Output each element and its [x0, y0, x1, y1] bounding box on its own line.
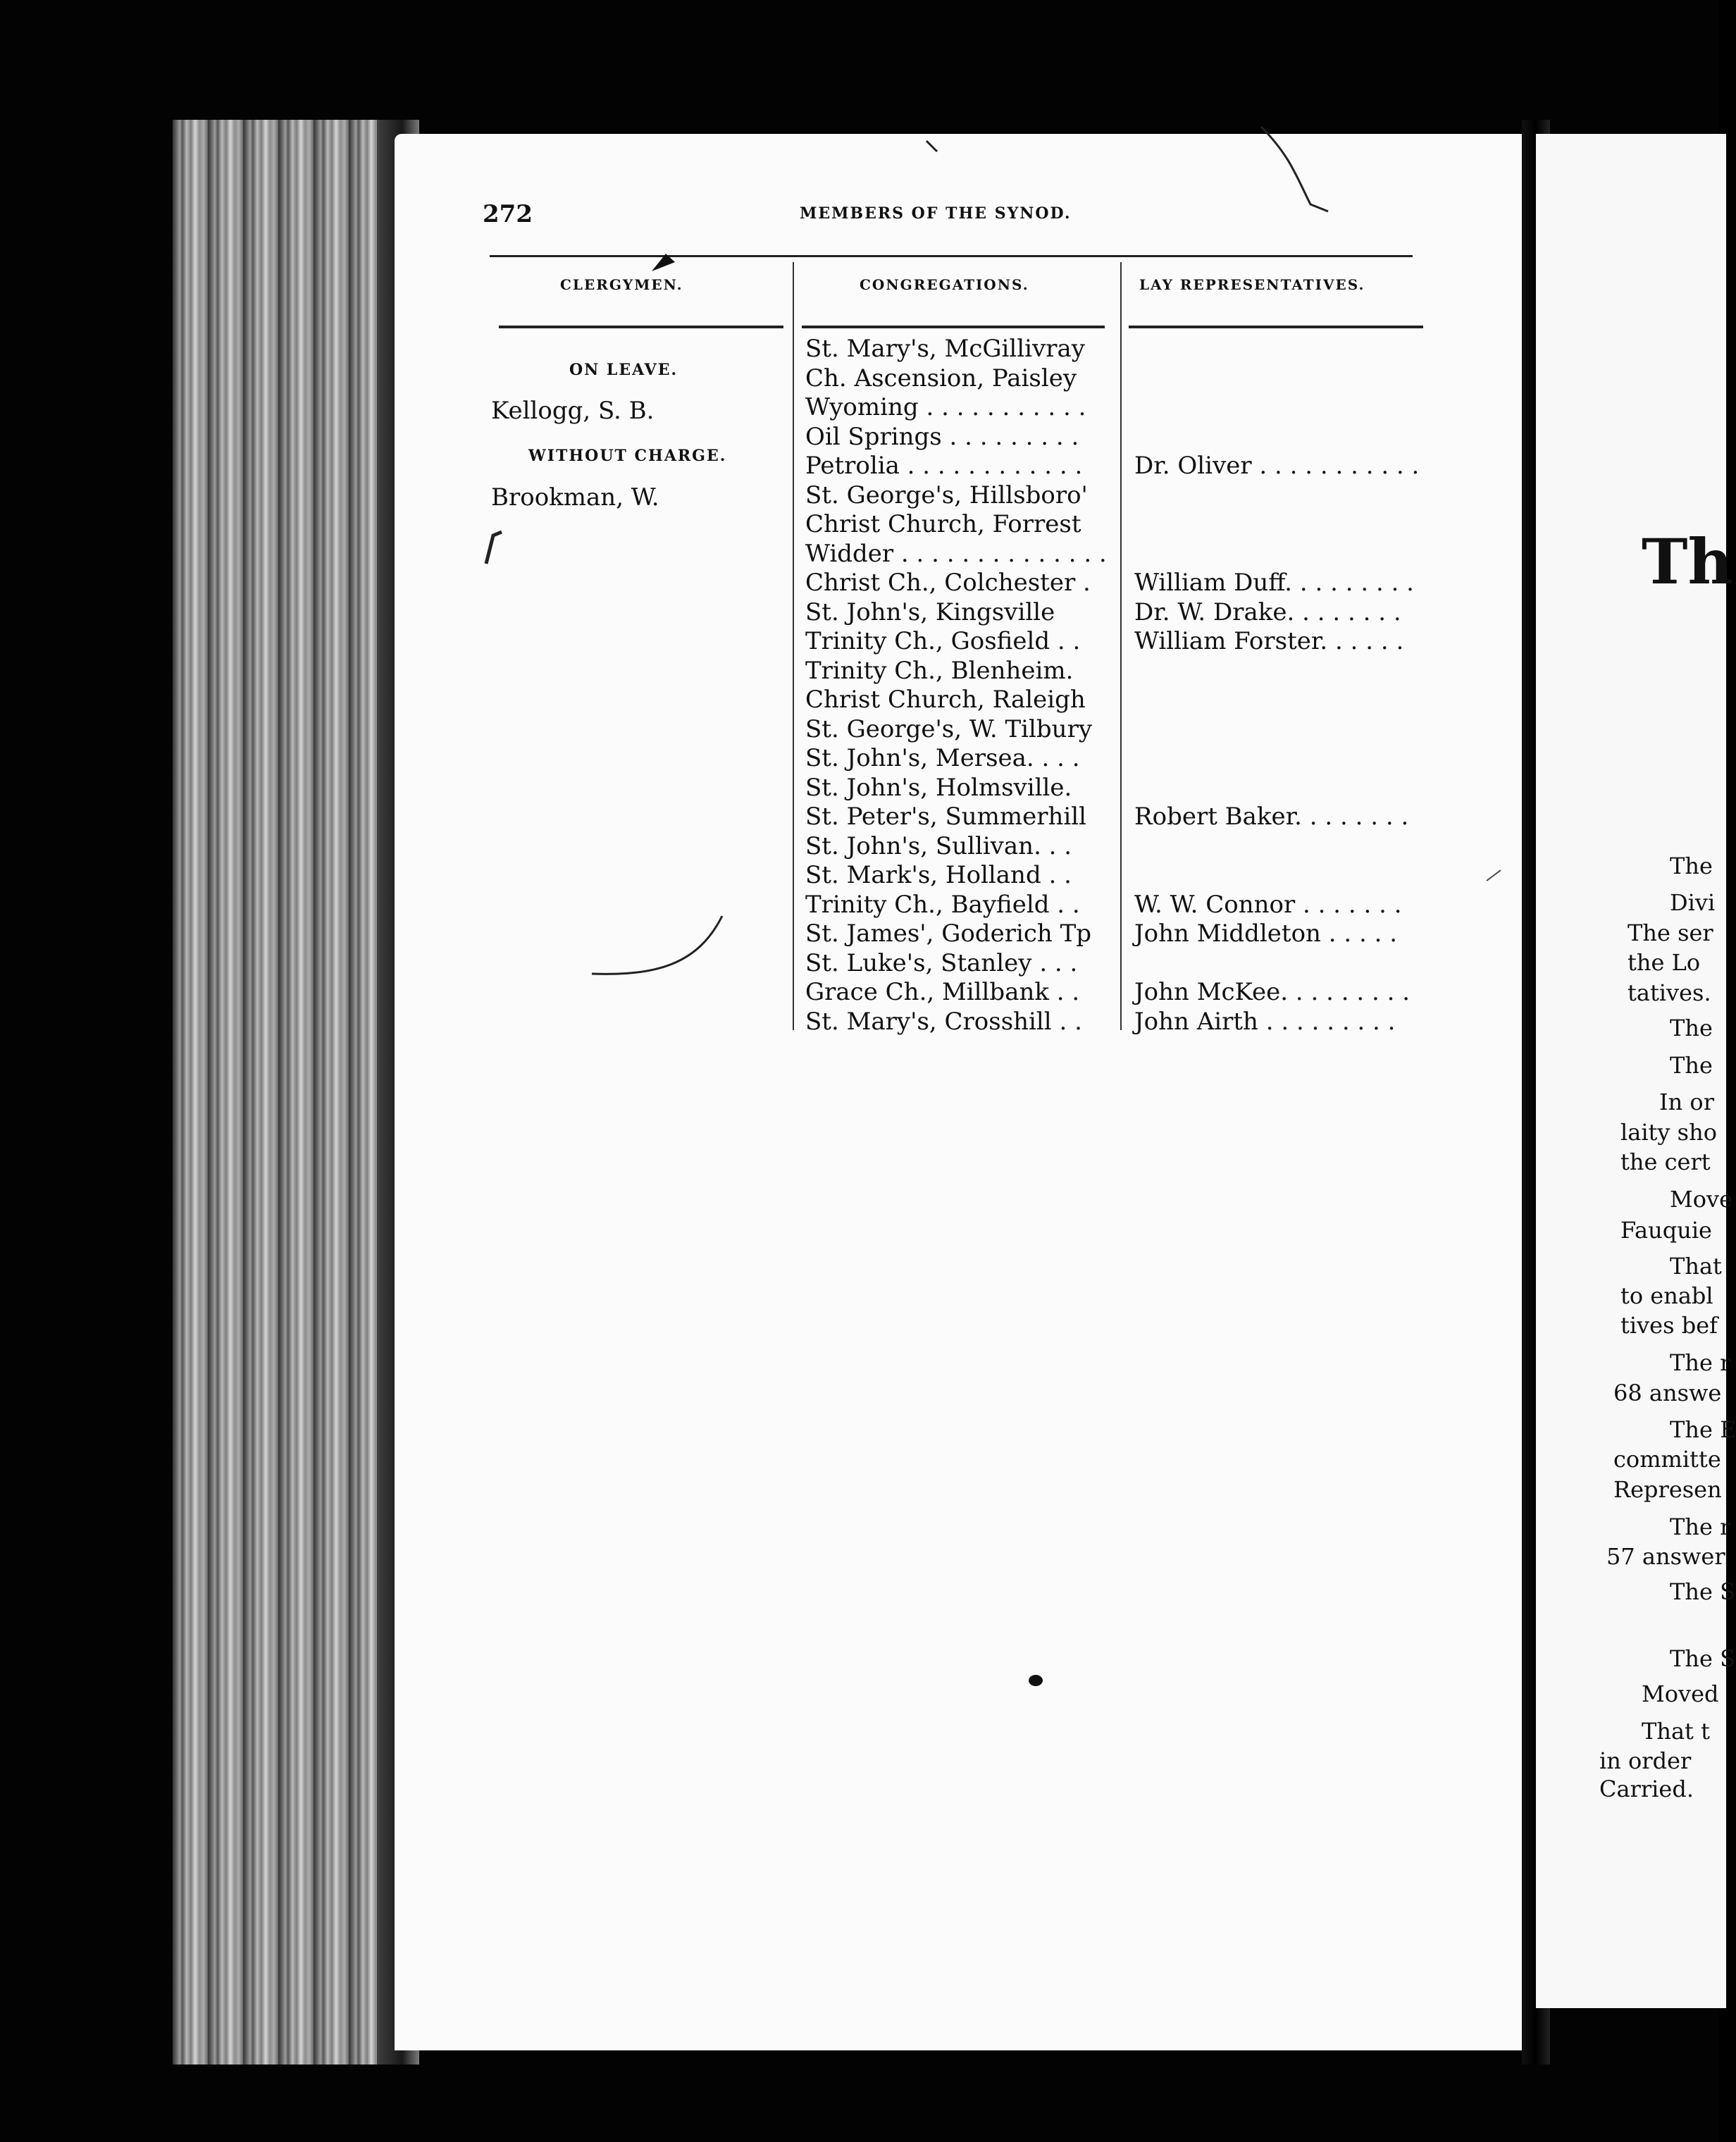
right-page-line: Move [1670, 1186, 1733, 1213]
right-page-line: tives bef [1620, 1312, 1718, 1339]
right-page-line: The S [1670, 1645, 1735, 1672]
right-page-line: the Lo [1628, 949, 1701, 976]
right-page-line: Divi [1670, 889, 1716, 916]
clergy-name-without-charge: Brookman, W. [491, 483, 659, 512]
congregation-item: Wyoming . . . . . . . . . . . [805, 393, 1086, 421]
lay-representative: Dr. Oliver . . . . . . . . . . . [1134, 452, 1420, 480]
right-page-line: The [1670, 1015, 1713, 1041]
congregation-item: St. Mary's, Crosshill . . [805, 1007, 1082, 1036]
right-page-line: That t [1642, 1718, 1710, 1745]
column-heading-congregations: CONGREGATIONS. [860, 276, 1029, 293]
congregation-item: Christ Church, Forrest [805, 510, 1081, 538]
right-page-line: laity sho [1620, 1119, 1717, 1146]
congregation-item: St. Luke's, Stanley . . . [805, 948, 1078, 977]
congregation-item: St. George's, Hillsboro' [805, 481, 1088, 509]
right-page-line: The [1670, 1052, 1713, 1079]
congregation-item: St. John's, Holmsville. [805, 773, 1072, 802]
congregation-item: St. George's, W. Tilbury [805, 714, 1093, 743]
column-heading-clergymen: CLERGYMEN. [560, 276, 683, 293]
congregation-item: St. Mary's, McGillivray [805, 335, 1085, 363]
congregation-item: Trinity Ch., Gosfield . . [805, 627, 1081, 655]
congregation-item: Christ Ch., Colchester . [805, 569, 1091, 597]
right-page-line: 68 answe [1613, 1380, 1722, 1406]
congregation-item: Trinity Ch., Blenheim. [805, 656, 1074, 685]
right-page-line: The r [1670, 1513, 1731, 1540]
congregation-item: St. Mark's, Holland . . [805, 861, 1072, 889]
lay-representative: W. W. Connor . . . . . . . [1134, 890, 1402, 919]
congregation-item: Trinity Ch., Bayfield . . [805, 890, 1080, 919]
lay-representative: Robert Baker. . . . . . . . [1134, 803, 1409, 831]
congregation-item: Grace Ch., Millbank . . [805, 978, 1080, 1006]
congregation-item: St. Peter's, Summerhill [805, 803, 1087, 831]
congregation-item: St. John's, Sullivan. . . [805, 831, 1072, 860]
running-head: MEMBERS OF THE SYNOD. [800, 204, 1072, 223]
lay-representative: John Middleton . . . . . [1134, 920, 1398, 948]
right-page-line: The E [1670, 1416, 1736, 1443]
right-page-line: In or [1659, 1089, 1714, 1115]
congregation-item: Ch. Ascension, Paisley [805, 364, 1077, 392]
clergy-name-on-leave: Kellogg, S. B. [491, 397, 655, 425]
right-page-line: The [1670, 853, 1713, 879]
congregation-item: Christ Church, Raleigh [805, 686, 1086, 714]
right-page-title-fragment: Th [1642, 525, 1733, 598]
right-page-line: Carried. [1599, 1776, 1694, 1802]
right-page-line: tatives. [1628, 979, 1711, 1006]
right-page-line: That [1670, 1253, 1722, 1280]
right-page-line: Represen [1613, 1476, 1722, 1503]
right-page-line: 57 answer [1606, 1543, 1725, 1570]
lay-representative: John McKee. . . . . . . . . [1134, 978, 1410, 1006]
right-page-line: Moved [1642, 1680, 1719, 1707]
congregation-item: St. John's, Kingsville [805, 598, 1055, 626]
right-page-line: The r [1670, 1349, 1731, 1376]
lay-representative: John Airth . . . . . . . . . [1134, 1007, 1396, 1036]
lay-representative: William Duff. . . . . . . . . [1134, 569, 1414, 597]
without-charge-label: WITHOUT CHARGE. [528, 447, 727, 465]
congregation-item: Widder . . . . . . . . . . . . . . [805, 539, 1107, 568]
right-page-line: to enabl [1620, 1282, 1713, 1309]
right-page-line: Fauquie [1620, 1217, 1712, 1244]
right-page-line: the cert [1620, 1149, 1711, 1175]
right-page-line: The ser [1628, 920, 1713, 946]
right-page-line: in order [1599, 1747, 1692, 1774]
congregation-item: Oil Springs . . . . . . . . . [805, 422, 1079, 451]
column-heading-lay-representatives: LAY REPRESENTATIVES. [1139, 276, 1365, 293]
lay-representative: William Forster. . . . . . [1134, 627, 1404, 655]
congregation-item: St. John's, Mersea. . . . [805, 744, 1080, 772]
right-page-line: committe [1613, 1446, 1721, 1473]
on-leave-label: ON LEAVE. [569, 361, 678, 379]
lay-representative: Dr. W. Drake. . . . . . . . [1134, 598, 1401, 626]
page-number: 272 [483, 200, 533, 228]
congregation-item: Petrolia . . . . . . . . . . . . [805, 452, 1083, 480]
congregation-item: St. James', Goderich Tp [805, 920, 1092, 948]
right-page-line: The S [1670, 1578, 1735, 1605]
